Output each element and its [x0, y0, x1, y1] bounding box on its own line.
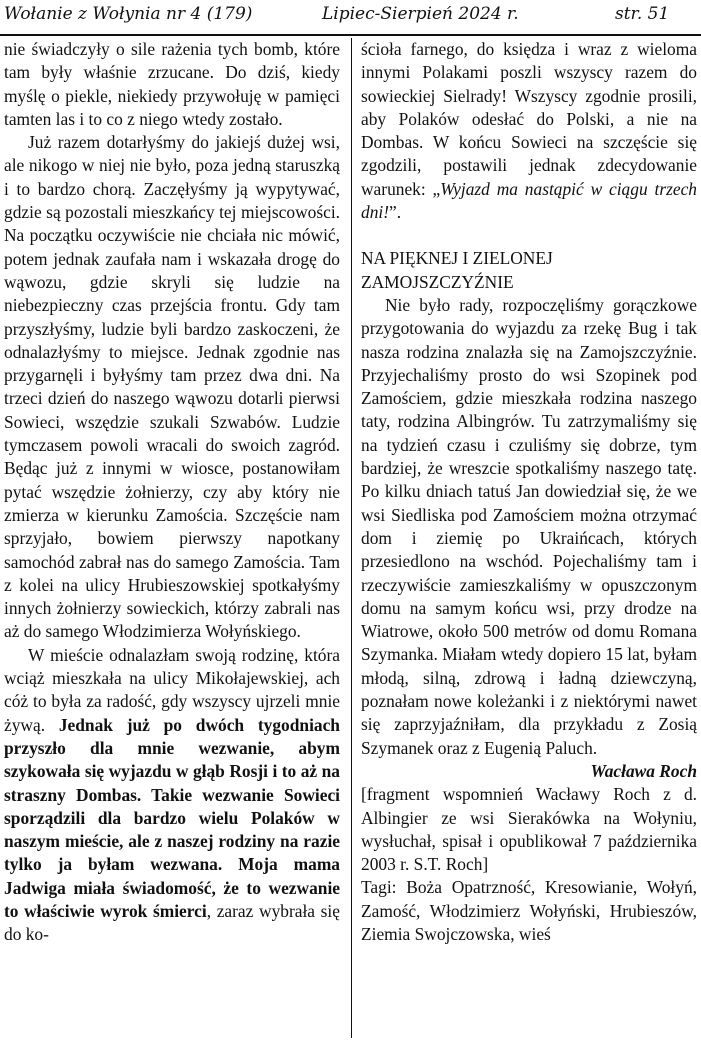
paragraph: Nie było rady, rozpoczęliśmy gorączkowe przygotowania do wyjazdu za rzekę Bug i tak nasza rodzina znalazła się na Zamojszczyźnie. Przyjechaliśmy prosto do wsi Szopinek pod Zamościem, gdzie mieszkała rodzina naszego taty, rodzina Albingrów. Tu zatrzymaliśmy się na tydzień czasu i czuliśmy się dobrze, tym bardziej, że wreszcie spotkaliśmy naszego tatę. Po kilku dniach tatuś Jan dowiedział się, że we wsi Siedliska pod Zamościem można otrzymać dom i ziemię po Ukraińcach, których przesiedlono na wschód. Pojechaliśmy tam i rzeczywiście zamieszkaliśmy w opuszczonym domu na samym końcu wsi, przy drodze na Wiatrowe, około 500 metrów od domu Romana Szymanka. Miałam wtedy dopiero 15 lat, byłam młodą, silną, zdrową i ładną dziewczyną, poznałam nowe koleżanki i z niektórymi nawet się zaprzyjaźniłam, dla przykładu z Zosią Szymanek oraz z Eugenią Paluch. [361, 294, 697, 758]
paragraph-text: , zaraz wybrała się do ko- [4, 900, 340, 945]
paragraph-text: ścioła farnego, do księdza i wraz z wieloma innymi Polakami poszli wszyscy razem do sowieckiej Sielrady! Wszyscy zgodnie prosili, aby Polaków odesłać do Polski, a nie na Dombas. W końcu Sowieci na szczęście się zgodzili, postawili jednak zdecydowanie warunek: „ [361, 39, 697, 199]
author-signature: Wacława Roch [590, 760, 697, 781]
issue-date: Lipiec-Sierpień 2024 r. [322, 4, 519, 24]
source-note: [fragment wspomnień Wacławy Roch z d. Albingier ze wsi Sierakówka na Wołyniu, wysłuchał, spisał i opublikował 7 października 2003 r. S.T. Roch] [361, 784, 697, 875]
magazine-issue: Wołanie z Wołynia nr 4 (179) [4, 4, 253, 24]
section-heading-line: NA PIĘKNEJ I ZIELONEJ [361, 248, 553, 269]
quote-italic: Wyjazd ma nastąpić w ciągu trzech dni! [361, 178, 697, 223]
paragraph: Już razem dotarłyśmy do jakiejś dużej wsi, ale nikogo w niej nie było, poza jedną staruszką i to bardzo chorą. Zaczęłyśmy ją wypytywać, gdzie są pozostali mieszkańcy tej miejscowości. Na początku oczywiście nie chciała nic mówić, potem jednak zaufała nam i wskazała drogę do wąwozu, gdzie skryli się ludzie na niebezpieczny czas przejścia frontu. Gdy tam przyszłyśmy, ludzie byli bardzo zaskoczeni, że odnalazłyśmy to miejsce. Jednak zgodnie nas przygarnęli i byłyśmy tam przez dwa dni. Na trzeci dzień do naszego wąwozu dotarli pierwsi Sowieci, wszędzie szukali Szwabów. Ludzie tymczasem powoli wracali do swoich zagród. Będąc już z innymi w wiosce, postanowiłam pytać wszędzie żołnierzy, czy aby który nie zmierza w kierunku Zamościa. Szczęście nam sprzyjało, bowiem pierwszy napotkany samochód zabrał nas do samego Zamościa. Tam z kolei na ulicy Hrubieszowskiej spotkałyśmy innych żołnierzy sowieckich, którzy zabrali nas aż do samego Włodzimierza Wołyńskiego. [4, 132, 340, 642]
page-number: str. 51 [615, 4, 670, 24]
header-rule [0, 34, 701, 36]
paragraph: nie świadczyły o sile rażenia tych bomb, które tam były właśnie zrzucane. Do dziś, kiedy myślę o piekle, niekiedy przywołuję w pamięci tamten las i to co z niego wtedy zostało. [4, 39, 340, 129]
bold-passage: Jednak już po dwóch tygodniach przyszło dla mnie wezwanie, abym szykowała się wyjazdu w głąb Rosji i to aż na straszny Dombas. Takie wezwanie Sowieci sporządzili dla bardzo wielu Polaków w naszym mieście, ale z naszej rodziny na razie tylko ja byłam wezwana. Moja mama Jadwiga miała świadomość, że to wezwanie to właściwie wyrok śmierci [4, 714, 340, 921]
column-divider [351, 38, 352, 1038]
left-column [4, 38, 340, 947]
paragraph-text: ”. [389, 202, 402, 223]
paragraph-text: W mieście odnalazłam swoją rodzinę, która wciąż mieszkała na ulicy Mikołajewskiej, ach cóż to była za radość, gdy wszyscy ujrzeli mnie żywą. [4, 644, 340, 735]
paragraph [361, 38, 697, 224]
page-header [0, 0, 701, 33]
paragraph [4, 644, 340, 947]
section-heading [361, 247, 697, 294]
tags-line: Tagi: Boża Opatrzność, Kresowianie, Wołyń, Zamość, Włodzimierz Wołyński, Hrubieszów, Ziemia Swojczowska, wieś [361, 877, 697, 944]
right-column [361, 38, 697, 946]
section-heading-line: ZAMOJSZCZYŹNIE [361, 271, 514, 292]
